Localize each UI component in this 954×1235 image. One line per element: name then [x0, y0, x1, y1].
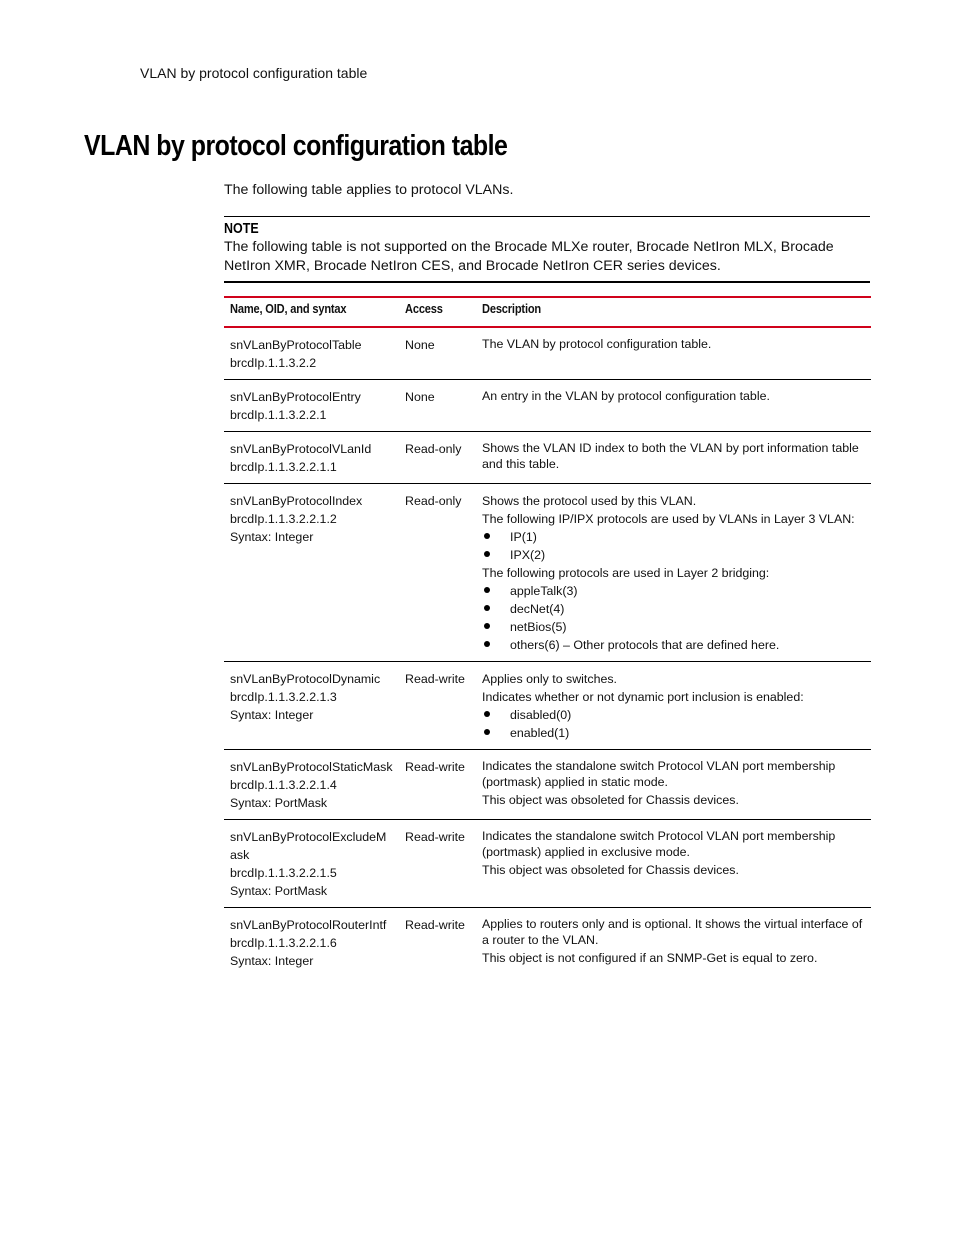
description-text: Shows the VLAN ID index to both the VLAN by port information table and this table.: [482, 441, 859, 471]
table-row: [224, 432, 871, 484]
intro-paragraph: The following table applies to protocol VLANs.: [224, 182, 514, 198]
object-name: snVLanByProtocolTable: [230, 338, 362, 352]
description-text: The VLAN by protocol configuration table.: [482, 337, 712, 351]
description-text: The following protocols are used in Layer 2 bridging:: [482, 566, 770, 580]
bullet-icon: [484, 587, 490, 593]
description-text: Applies only to switches.: [482, 672, 617, 686]
object-oid: brcdIp.1.1.3.2.2: [230, 356, 317, 370]
description-text: Shows the protocol used by this VLAN.: [482, 494, 697, 508]
object-syntax: Syntax: Integer: [230, 530, 314, 544]
description-cell: [476, 327, 871, 380]
name-cell: [224, 380, 399, 432]
bullet-list: [482, 528, 865, 564]
object-name: snVLanByProtocolStaticMask: [230, 760, 393, 774]
table-row: [224, 662, 871, 750]
object-oid: brcdIp.1.1.3.2.2.1.2: [230, 512, 337, 526]
object-oid: brcdIp.1.1.3.2.2.1.4: [230, 778, 337, 792]
description-cell: [476, 432, 871, 484]
access-cell: Read-only: [405, 442, 462, 456]
object-name: snVLanByProtocolRouterIntf: [230, 918, 387, 932]
name-cell: [224, 820, 399, 908]
description-text: This object is not configured if an SNMP-Get is equal to zero.: [482, 951, 818, 965]
bullet-icon: [484, 623, 490, 629]
object-oid: brcdIp.1.1.3.2.2.1: [230, 408, 327, 422]
object-syntax: Syntax: Integer: [230, 954, 314, 968]
access-cell: Read-write: [405, 672, 465, 686]
bullet-icon: [484, 711, 490, 717]
table-header-row: [224, 297, 871, 327]
page-title: VLAN by protocol configuration table: [84, 130, 508, 162]
list-item: appleTalk(3): [482, 582, 865, 600]
running-header: VLAN by protocol configuration table: [140, 65, 368, 81]
list-item: disabled(0): [482, 706, 865, 724]
table-row: [224, 820, 871, 908]
access-cell: Read-write: [405, 918, 465, 932]
description-cell: [476, 750, 871, 820]
column-header-name: Name, OID, and syntax: [230, 302, 347, 316]
object-name: snVLanByProtocolIndex: [230, 494, 363, 508]
note-label: NOTE: [224, 221, 259, 237]
description-text: An entry in the VLAN by protocol configuration table.: [482, 389, 770, 403]
bullet-icon: [484, 605, 490, 611]
list-item: others(6) – Other protocols that are defined here.: [482, 636, 865, 654]
access-cell: Read-only: [405, 494, 462, 508]
description-text: The following IP/IPX protocols are used by VLANs in Layer 3 VLAN:: [482, 512, 855, 526]
bullet-list: [482, 706, 865, 742]
description-text: Applies to routers only and is optional. It shows the virtual interface of a router to the VLAN.: [482, 917, 863, 947]
object-name: snVLanByProtocolDynamic: [230, 672, 381, 686]
description-text: Indicates whether or not dynamic port inclusion is enabled:: [482, 690, 804, 704]
table-row: [224, 327, 871, 380]
object-oid: brcdIp.1.1.3.2.2.1.6: [230, 936, 337, 950]
column-header-access: Access: [405, 302, 443, 316]
name-cell: [224, 750, 399, 820]
note-text: The following table is not supported on the Brocade MLXe router, Brocade NetIron MLX, Brocade NetIron XMR, Brocade NetIron CES, and Brocade NetIron CER series devices.: [224, 239, 834, 274]
table-row: [224, 380, 871, 432]
name-cell: [224, 662, 399, 750]
object-name: snVLanByProtocolExcludeMask: [230, 830, 387, 862]
bullet-icon: [484, 551, 490, 557]
description-text: This object was obsoleted for Chassis devices.: [482, 863, 739, 877]
description-cell: [476, 484, 871, 662]
access-cell: None: [405, 390, 435, 404]
name-cell: [224, 484, 399, 662]
description-cell: [476, 820, 871, 908]
bullet-icon: [484, 533, 490, 539]
bullet-icon: [484, 729, 490, 735]
list-item: netBios(5): [482, 618, 865, 636]
table-row: [224, 908, 871, 978]
access-cell: Read-write: [405, 830, 465, 844]
list-item: decNet(4): [482, 600, 865, 618]
name-cell: [224, 327, 399, 380]
table-row: [224, 484, 871, 662]
note-box: [224, 216, 870, 283]
description-cell: [476, 908, 871, 978]
object-oid: brcdIp.1.1.3.2.2.1.3: [230, 690, 337, 704]
list-item: enabled(1): [482, 724, 865, 742]
table-row: [224, 750, 871, 820]
object-name: snVLanByProtocolEntry: [230, 390, 361, 404]
list-item: IP(1): [482, 528, 865, 546]
description-cell: [476, 380, 871, 432]
name-cell: [224, 432, 399, 484]
bullet-list: [482, 582, 865, 654]
description-text: Indicates the standalone switch Protocol VLAN port membership (portmask) applied in static mode.: [482, 759, 836, 789]
object-syntax: Syntax: Integer: [230, 708, 314, 722]
bullet-icon: [484, 641, 490, 647]
list-item: IPX(2): [482, 546, 865, 564]
oid-table: [224, 296, 871, 977]
object-name: snVLanByProtocolVLanId: [230, 442, 372, 456]
access-cell: None: [405, 338, 435, 352]
name-cell: [224, 908, 399, 978]
object-oid: brcdIp.1.1.3.2.2.1.5: [230, 866, 337, 880]
description-text: Indicates the standalone switch Protocol VLAN port membership (portmask) applied in exclusive mode.: [482, 829, 836, 859]
column-header-description: Description: [482, 302, 542, 316]
object-syntax: Syntax: PortMask: [230, 884, 328, 898]
description-text: This object was obsoleted for Chassis devices.: [482, 793, 739, 807]
object-oid: brcdIp.1.1.3.2.2.1.1: [230, 460, 337, 474]
description-cell: [476, 662, 871, 750]
access-cell: Read-write: [405, 760, 465, 774]
object-syntax: Syntax: PortMask: [230, 796, 328, 810]
